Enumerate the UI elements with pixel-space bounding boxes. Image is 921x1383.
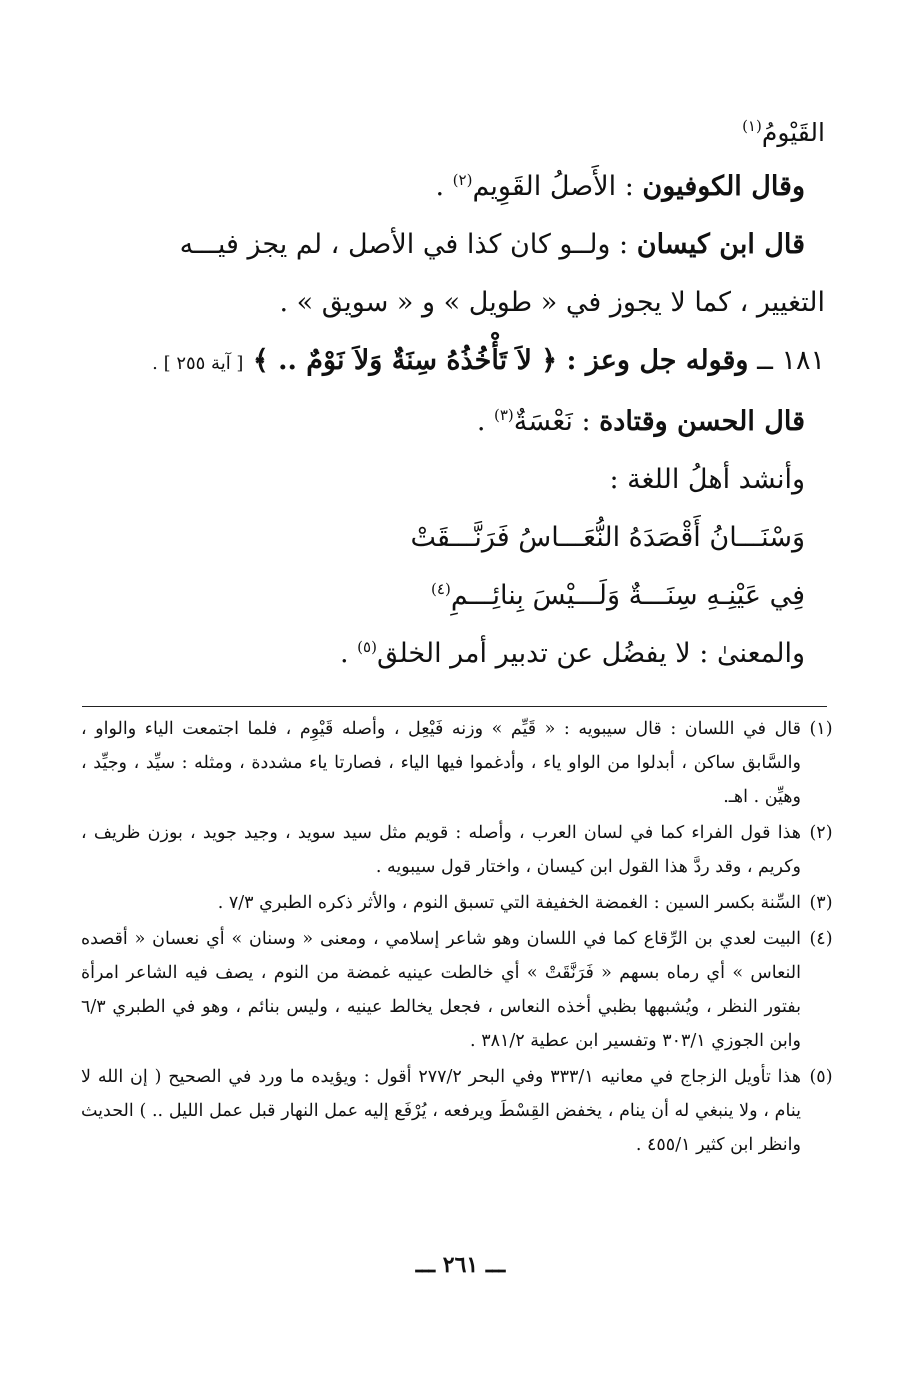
footnote-2 [81, 816, 841, 884]
verse-text: فِي عَيْنِـهِ سِنَـــةٌ وَلَـــيْسَ بِنائِـــمِ [450, 580, 805, 611]
line-text: : الأَصلُ القَوِيم [472, 171, 643, 202]
footnote-number: (٥) [809, 1067, 833, 1087]
line-text: : ولــو كان كذا في الأصل ، لم يجز فيـــه [179, 229, 637, 260]
line-end: . [435, 171, 453, 202]
footnote-1 [81, 712, 841, 814]
poem-verse-2 [90, 567, 825, 625]
line-text: القَيْومُ [761, 118, 825, 147]
speaker-label: وقوله جل وعز [585, 345, 749, 376]
entry-number: ١٨١ ــ [748, 345, 825, 376]
footnote-number: (١) [809, 719, 833, 739]
footnote-text: قال في اللسان : قال سيبويه : « قَيِّم » وزنه فَيْعِل ، وأصله قَيْوِم ، فلما اجتمعت الياء والواو ، والسَّابق ساكن ، أبدلوا من الواو ياء ، وأدغموا فيها الياء ، فصارتا ياء مشددة ، ومثله : سيِّد ، وجيِّد ، وهيِّن . اهـ. [81, 719, 801, 807]
speaker-label: وقال الكوفيون [642, 171, 805, 202]
main-text [90, 108, 825, 683]
footnote-text: السِّنة بكسر السين : الغمضة الخفيفة التي تسبق النوم ، والأثر ذكره الطبري ٧/٣ . [217, 893, 801, 913]
quran-verse: : ﴿ لاَ تَأْخُذُهُ سِنَةٌ وَلاَ نَوْمٌ .. ﴾ [243, 345, 586, 376]
text-line-7 [90, 451, 825, 509]
footnote-5 [81, 1060, 841, 1162]
footnote-number: (٣) [809, 893, 833, 913]
footnote-text: هذا قول الفراء كما في لسان العرب ، وأصله : قويم مثل سيد سويد ، وجيد جويد ، بوزن ظريف ، وكريم ، وقد ردَّ هذا القول ابن كيسان ، واختار قول سيبويه . [81, 823, 801, 877]
line-text: وأنشد أهلُ اللغة : [609, 464, 805, 495]
footnote-ref-5: (٥) [357, 638, 377, 656]
footnote-ref-1: (١) [742, 117, 762, 135]
line-end: . [340, 638, 358, 669]
speaker-label: قال ابن كيسان [636, 229, 805, 260]
page-number: ـــ ٢٦١ ـــ [415, 1252, 506, 1278]
text-line-4 [90, 274, 825, 332]
poem-verse-1 [90, 509, 825, 567]
footnote-text: هذا تأويل الزجاج في معانيه ٣٣٣/١ وفي البحر ٢٧٧/٢ أقول : ويؤيده ما ورد في الصحيح ( إن الله لا ينام ، ولا ينبغي له أن ينام ، يخفض القِسْطَ ويرفعه ، يُرْفَع إليه عمل النهار قبل عمل الليل .. ) الحديث وانظر ابن كثير ٤٥٥/١ . [81, 1067, 801, 1155]
text-line-8 [90, 625, 825, 683]
text-line-6 [90, 393, 825, 451]
text-line-2 [90, 158, 825, 216]
footnote-ref-3: (٣) [494, 406, 514, 424]
line-end: . [476, 406, 494, 437]
footnote-number: (٤) [809, 929, 833, 949]
footnote-4 [81, 922, 841, 1058]
ayah-reference: [ آية ٢٥٥ ] . [152, 353, 244, 374]
speaker-label: قال الحسن وقتادة [599, 406, 805, 437]
footnote-number: (٢) [809, 823, 833, 843]
line-text: التغيير ، كما لا يجوز في « طويل » و « سويق » . [279, 287, 825, 318]
footnote-ref-4: (٤) [431, 580, 451, 598]
footnote-separator [82, 706, 827, 707]
footnote-3 [81, 886, 841, 920]
line-text: : نَعْسَةٌ [513, 406, 600, 437]
line-text: والمعنىٰ : لا يفضُل عن تدبير أمر الخلق [376, 638, 805, 669]
footnotes [81, 712, 841, 1164]
footnote-ref-2: (٢) [452, 171, 473, 189]
text-line-1 [90, 108, 825, 158]
footnote-text: البيت لعدي بن الرِّقاع كما في اللسان وهو شاعر إسلامي ، ومعنى « وسنان » أي نعسان « أقصده النعاس » أي رماه بسهم « فَرَنَّقَتْ » أي خالطت عينيه غمضة من النوم ، يصف فيه الشاعر امرأة بفتور النظر ، ويُشبهها بظبي أخذه النعاس ، فجعل يخالط عينيه ، وليس بنائم ، وهو في الطبري ٦/٣ وابن الجوزي ٣٠٣/١ وتفسير ابن عطية ٣٨١/٢ . [81, 929, 801, 1051]
verse-text: وَسْنَـــانُ أَقْصَدَهُ النُّعَـــاسُ فَرَنَّـــقَتْ [410, 522, 805, 553]
text-line-3 [90, 216, 825, 274]
text-line-5 [90, 332, 825, 393]
